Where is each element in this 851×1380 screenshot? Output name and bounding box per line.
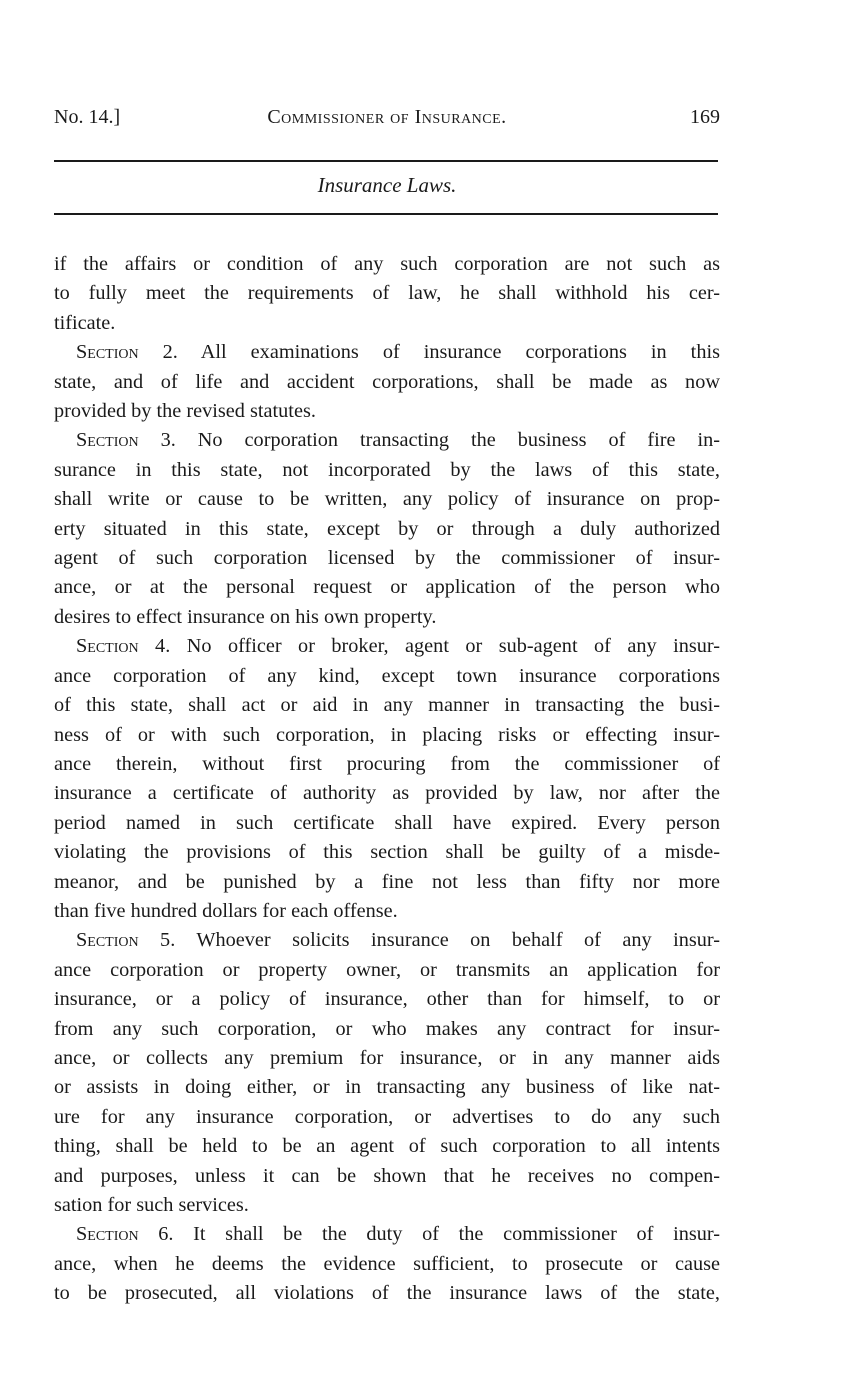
section-text: 2. All examinations of insurance corporations in this [138, 341, 720, 364]
text-line: ance therein, without first procuring from the commissioner of [54, 752, 720, 775]
text-line: of this state, shall act or aid in any manner in transacting the busi- [54, 694, 720, 717]
text-line: to be prosecuted, all violations of the insurance laws of the state, [54, 1282, 720, 1305]
section-subhead: Insurance Laws. [317, 173, 457, 197]
text-line: insurance a certificate of authority as provided by law, nor after the [54, 782, 720, 805]
paragraph-section-5 [54, 926, 720, 1220]
text-line: desires to effect insurance on his own property. [54, 605, 437, 628]
body-text [54, 250, 720, 1309]
text-line: sation for such services. [54, 1194, 249, 1216]
text-line: ure for any insurance corporation, or advertises to do any such [54, 1105, 720, 1128]
text-line: surance in this state, not incorporated by the laws of this state, [54, 458, 720, 481]
text-line: erty situated in this state, except by or through a duly authorized [54, 517, 720, 540]
running-header [54, 106, 720, 136]
text-line: insurance, or a policy of insurance, other than for himself, to or [54, 988, 720, 1011]
paragraph-section-4 [54, 632, 720, 926]
text-line: thing, shall be held to be an agent of such corporation to all intents [54, 1135, 720, 1158]
text-line: provided by the revised statutes. [54, 400, 316, 423]
text-line: ance corporation of any kind, except town insurance corporations [54, 664, 720, 687]
section-text: 5. Whoever solicits insurance on behalf of any insur- [138, 929, 720, 952]
text-line: ance, or at the personal request or application of the person who [54, 576, 720, 599]
paragraph-section-6 [54, 1220, 720, 1308]
text-line: meanor, and be punished by a fine not less than fifty nor more [54, 870, 720, 893]
text-line: tificate. [54, 311, 116, 334]
text-line: or assists in doing either, or in transacting any business of like nat- [54, 1076, 720, 1099]
section-label: Section [76, 1223, 139, 1246]
text-line: state, and of life and accident corporations, shall be made as now [54, 370, 720, 393]
report-number: No. 14.] [54, 106, 121, 128]
text-line [54, 926, 720, 955]
section-label: Section [76, 341, 139, 364]
text-line [54, 426, 720, 455]
header-rule-top [54, 160, 718, 162]
text-line: ance corporation or property owner, or transmits an application for [54, 958, 720, 981]
header-rule-bottom [54, 213, 718, 215]
text-line: violating the provisions of this section shall be guilty of a misde- [54, 841, 720, 864]
text-line: if the affairs or condition of any such corporation are not such as [54, 253, 720, 275]
text-line [54, 632, 720, 661]
text-line [54, 338, 720, 367]
text-line: and purposes, unless it can be shown that he receives no compen- [54, 1164, 720, 1187]
section-text: 6. It shall be the duty of the commissioner of insur- [138, 1223, 720, 1246]
paragraph-section-2 [54, 338, 720, 426]
text-line: ness of or with such corporation, in placing risks or effecting insur- [54, 723, 720, 746]
text-line [54, 1220, 720, 1249]
text-line: period named in such certificate shall have expired. Every person [54, 811, 720, 834]
text-line: shall write or cause to be written, any policy of insurance on prop- [54, 488, 720, 511]
section-label: Section [76, 429, 139, 452]
text-line: from any such corporation, or who makes any contract for insur- [54, 1017, 720, 1040]
text-line: ance, when he deems the evidence sufficient, to prosecute or cause [54, 1252, 720, 1275]
text-line: ance, or collects any premium for insurance, or in any manner aids [54, 1046, 720, 1069]
page-number: 169 [690, 106, 720, 128]
text-line: to fully meet the requirements of law, he shall withhold his cer- [54, 282, 720, 305]
section-text: 3. No corporation transacting the business of fire in- [138, 429, 720, 452]
paragraph-section-3 [54, 426, 720, 632]
section-label: Section [76, 929, 139, 952]
header-title: Commissioner of Insurance. [267, 106, 507, 128]
section-text: 4. No officer or broker, agent or sub-agent of any insur- [138, 635, 720, 658]
section-label: Section [76, 635, 139, 658]
text-line: agent of such corporation licensed by the commissioner of insur- [54, 547, 720, 570]
paragraph-continuation [54, 250, 720, 338]
text-line: than five hundred dollars for each offense. [54, 899, 398, 922]
